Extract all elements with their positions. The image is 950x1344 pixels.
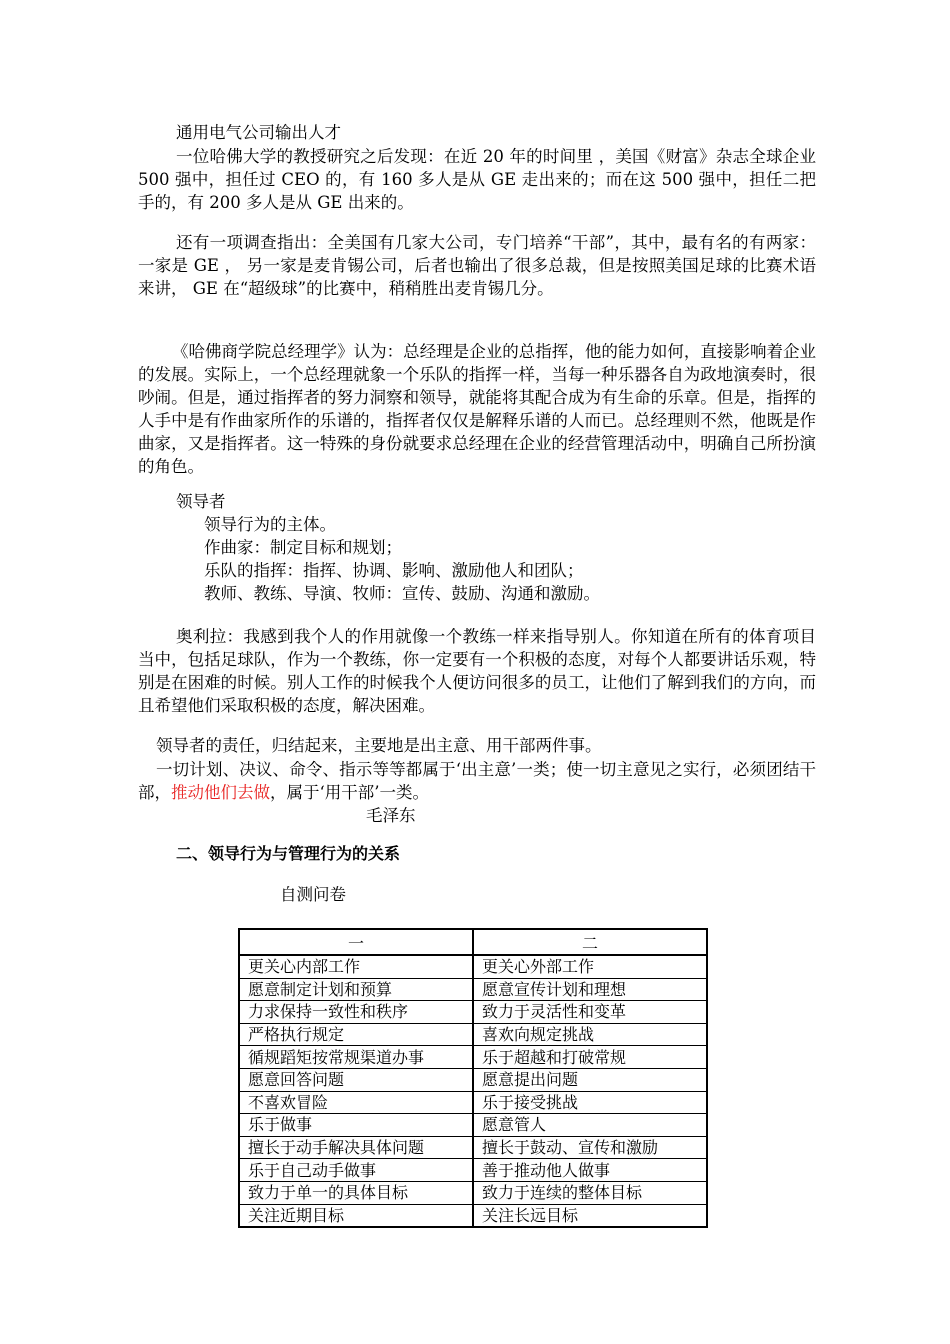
table-row bbox=[239, 955, 707, 978]
leader-item: 乐队的指挥：指挥、协调、影响、激励他人和团队； bbox=[204, 561, 584, 580]
table-cell: 致力于灵活性和变革 bbox=[473, 1001, 707, 1024]
quiz-title: 自测问卷 bbox=[280, 885, 346, 904]
table-cell: 乐于接受挑战 bbox=[473, 1091, 707, 1114]
table-cell: 更关心内部工作 bbox=[239, 955, 473, 978]
table-cell: 关注长远目标 bbox=[473, 1204, 707, 1227]
table-cell: 更关心外部工作 bbox=[473, 955, 707, 978]
table-row bbox=[239, 1068, 707, 1091]
ge-paragraph-2: 还有一项调查指出：全美国有几家大公司，专门培养“干部”，其中，最有名的有两家：一家是 GE ， 另一家是麦肯锡公司，后者也输出了很多总裁，但是按照美国足球的比赛术语来讲， GE 在“超级球”的比赛中，稍稍胜出麦肯锡几分。 bbox=[138, 233, 816, 298]
table-cell: 致力于单一的具体目标 bbox=[239, 1181, 473, 1204]
table-row bbox=[239, 1001, 707, 1024]
table-cell: 擅长于鼓动、宣传和激励 bbox=[473, 1136, 707, 1159]
section-heading: 二、领导行为与管理行为的关系 bbox=[176, 844, 401, 863]
ge-paragraph-1: 一位哈佛大学的教授研究之后发现：在近 20 年的时间里 ，美国《财富》杂志全球企业 500 强中，担任过 CEO 的，有 160 多人是从 GE 走出来的；而在这 500 强中，担任二把手的，有 200 多人是从 GE 出来的。 bbox=[138, 147, 816, 212]
table-cell: 愿意宣传计划和理想 bbox=[473, 978, 707, 1001]
highlighted-phrase: 推动他们去做 bbox=[171, 783, 270, 802]
table-cell: 愿意管人 bbox=[473, 1114, 707, 1137]
table-header-row bbox=[239, 929, 707, 955]
ge-section-title: 通用电气公司输出人才 bbox=[176, 123, 341, 142]
table-cell: 愿意提出问题 bbox=[473, 1068, 707, 1091]
table-row bbox=[239, 1136, 707, 1159]
table-row bbox=[239, 1181, 707, 1204]
table-cell: 愿意制定计划和预算 bbox=[239, 978, 473, 1001]
quiz-table bbox=[238, 928, 708, 1228]
table-row bbox=[239, 1091, 707, 1114]
leader-title: 领导者 bbox=[176, 492, 226, 511]
table-cell: 善于推动他人做事 bbox=[473, 1159, 707, 1182]
quote-author: 毛泽东 bbox=[366, 806, 416, 825]
table-row bbox=[239, 1114, 707, 1137]
table-cell: 擅长于动手解决具体问题 bbox=[239, 1136, 473, 1159]
table-cell: 乐于自己动手做事 bbox=[239, 1159, 473, 1182]
column-header: 二 bbox=[473, 929, 707, 955]
oreilly-quote: 奥利拉：我感到我个人的作用就像一个教练一样来指导别人。你知道在所有的体育项目当中，包括足球队，作为一个教练，你一定要有一个积极的态度，对每个人都要讲话乐观，特别是在困难的时候。别人工作的时候我个人便访问很多的员工，让他们了解到我们的方向，而且希望他们采取积极的态度，解决困难。 bbox=[138, 627, 816, 715]
leader-item: 领导行为的主体。 bbox=[204, 515, 336, 534]
mao-quote-line-2 bbox=[138, 758, 816, 804]
table-cell: 乐于做事 bbox=[239, 1114, 473, 1137]
table-row bbox=[239, 978, 707, 1001]
table-row bbox=[239, 1204, 707, 1227]
table-cell: 愿意回答问题 bbox=[239, 1068, 473, 1091]
table-cell: 致力于连续的整体目标 bbox=[473, 1181, 707, 1204]
mao-quote-text: 一切计划、决议、命令、指示等等都属于‘出主意’一类；使一切主意见之实行，必须团结干部， bbox=[138, 760, 816, 802]
mao-quote-line-1: 领导者的责任，归结起来，主要地是出主意、用干部两件事。 bbox=[156, 736, 602, 755]
table-row bbox=[239, 1159, 707, 1182]
column-header: 一 bbox=[239, 929, 473, 955]
table-row bbox=[239, 1023, 707, 1046]
table-cell: 不喜欢冒险 bbox=[239, 1091, 473, 1114]
table-cell: 喜欢向规定挑战 bbox=[473, 1023, 707, 1046]
table-cell: 严格执行规定 bbox=[239, 1023, 473, 1046]
harvard-paragraph: 《哈佛商学院总经理学》认为：总经理是企业的总指挥，他的能力如何，直接影响着企业的发展。实际上，一个总经理就象一个乐队的指挥一样，当每一种乐器各自为政地演奏时，很吵闹。但是，通过指挥者的努力洞察和领导，就能将其配合成为有生命的乐章。但是，指挥的人手中是有作曲家所作的乐谱的，指挥者仅仅是解释乐谱的人而已。总经理则不然，他既是作曲家，又是指挥者。这一特殊的身份就要求总经理在企业的经营管理活动中，明确自己所扮演的角色。 bbox=[138, 342, 816, 476]
table-cell: 乐于超越和打破常规 bbox=[473, 1046, 707, 1069]
table-row bbox=[239, 1046, 707, 1069]
leader-item: 教师、教练、导演、牧师：宣传、鼓励、沟通和激励。 bbox=[204, 584, 600, 603]
table-cell: 力求保持一致性和秩序 bbox=[239, 1001, 473, 1024]
leader-item: 作曲家：制定目标和规划； bbox=[204, 538, 402, 557]
table-cell: 关注近期目标 bbox=[239, 1204, 473, 1227]
table-cell: 循规蹈矩按常规渠道办事 bbox=[239, 1046, 473, 1069]
mao-quote-text-end: ，属于‘用干部’一类。 bbox=[270, 783, 429, 802]
